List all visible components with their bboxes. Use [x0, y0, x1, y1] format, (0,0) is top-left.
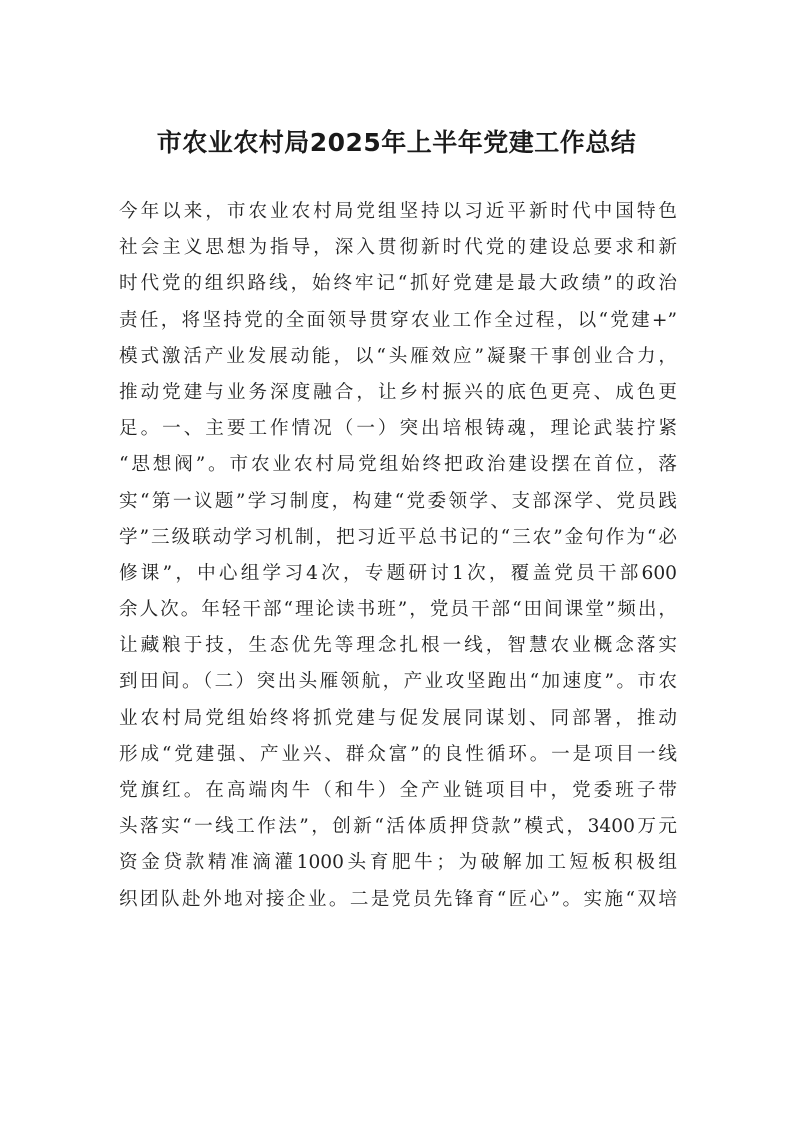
body-text-line: 织团队赴外地对接企业。二是党员先锋育“匠心”。实施“双培	[119, 888, 677, 910]
document-title: 市农业农村局2025年上半年党建工作总结	[156, 128, 637, 157]
document-body	[119, 194, 677, 918]
body-text-line: 到田间。（二）突出头雁领航，产业攻坚跑出“加速度”。市农	[119, 671, 677, 693]
body-text-line: 修课”，中心组学习4次，专题研讨1次，覆盖党员干部600	[119, 562, 677, 584]
body-text-line: 余人次。年轻干部“理论读书班”，党员干部“田间课堂”频出，	[119, 599, 677, 621]
body-text-line: 业农村局党组始终将抓党建与促发展同谋划、同部署，推动	[119, 707, 677, 729]
body-text-line: 责任，将坚持党的全面领导贯穿农业工作全过程，以“党建+”	[119, 309, 677, 331]
body-text-line: 让藏粮于技，生态优先等理念扎根一线，智慧农业概念落实	[119, 635, 677, 657]
body-text-line: 社会主义思想为指导，深入贯彻新时代党的建设总要求和新	[119, 237, 677, 259]
body-text-line: 模式激活产业发展动能，以“头雁效应”凝聚干事创业合力，	[119, 345, 677, 367]
body-text-line: 推动党建与业务深度融合，让乡村振兴的底色更亮、成色更	[119, 381, 677, 403]
body-text-line: 时代党的组织路线，始终牢记“抓好党建是最大政绩”的政治	[119, 273, 677, 295]
body-text-line: 足。一、主要工作情况（一）突出培根铸魂，理论武装拧紧	[119, 418, 677, 440]
body-text-line: 实“第一议题”学习制度，构建“党委领学、支部深学、党员践	[119, 490, 677, 512]
body-text-line: 资金贷款精准滴灌1000头育肥牛；为破解加工短板积极组	[119, 852, 677, 874]
body-text-line: 今年以来，市农业农村局党组坚持以习近平新时代中国特色	[119, 201, 677, 222]
body-text-line: 形成“党建强、产业兴、群众富”的良性循环。一是项目一线	[119, 743, 677, 765]
body-text-line: 党旗红。在高端肉牛（和牛）全产业链项目中，党委班子带	[119, 780, 677, 801]
body-text-line: “思想阀”。市农业农村局党组始终把政治建设摆在首位，落	[119, 454, 677, 476]
body-text-line: 学”三级联动学习机制，把习近平总书记的“三农”金句作为“必	[119, 526, 677, 548]
body-text-line: 头落实“一线工作法”，创新“活体质押贷款”模式，3400万元	[119, 816, 677, 838]
